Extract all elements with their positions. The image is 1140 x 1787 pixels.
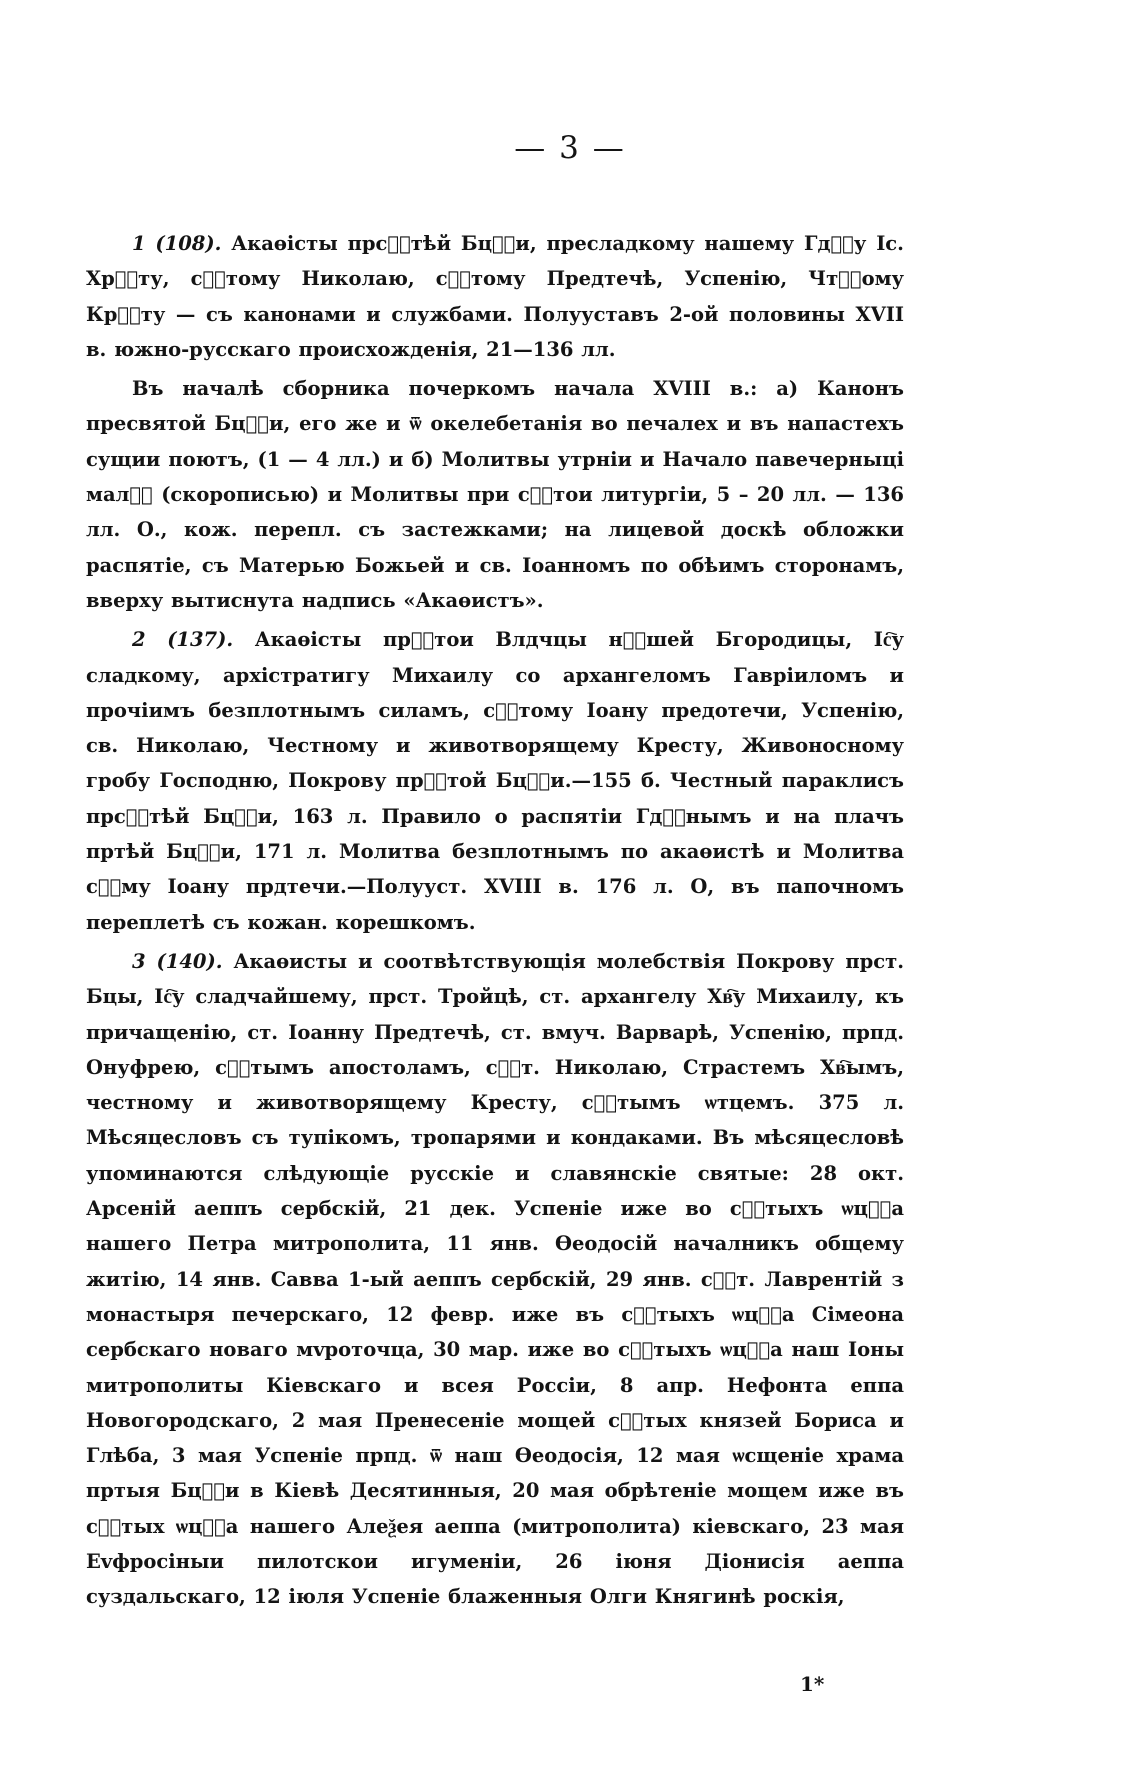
- entry-text: Акаөисты и соотвѣтствующія молебствія Покрову прст. Бцы, Іс҇у сладчайшему, прст. Тройцѣ, ст. архангелу Хв҇у Михаилу, къ причащенію, ст. Іоанну Предтечѣ, ст. вмуч. Варварѣ, Успенію, прпд. Онуфрею, сⷮ҇тымъ апостоламъ, сⷮ҇т. Николаю, Страстемъ Хв҇ымъ, честному и животворящему Кресту, сⷮ҇тымъ ѡтцемъ. 375 л. Мѣсяцесловъ съ тупікомъ, тропарями и кондаками. Въ мѣсяцесловѣ упоминаются слѣдующіе русскіе и славянскіе святые: 28 окт. Арсеній аеппъ сербскій, 21 дек. Успеніе иже во сⷮ҇тыхъ ѡцⷶ҇а нашего Петра митрополита, 11 янв. Өеодосій началникъ общему житію, 14 янв. Савва 1-ый аеппъ сербскій, 29 янв. сⷮ҇т. Лаврентій з монастыря печерскаго, 12 февр. иже въ сⷮ҇тыхъ ѡцⷶ҇а Сімеона сербскаго новаго мvроточца, 30 мар. иже во сⷮ҇тыхъ ѡцⷶ҇а наш Іоны митрополиты Кіевскаго и всея Россіи, 8 апр. Нефонта еппа Новогородскаго, 2 мая Пренесеніе мощей сⷮ҇тых князей Бориса и Глѣба, 3 мая Успеніе прпд. ѿ наш Өеодосія, 12 мая ѡсщеніе храма пртыя Бцⷶ҇и в Кіевѣ Десятинныя, 20 мая обрѣтеніе мощем иже въ сⷮ҇тых ѡцⷶ҇а нашего Алеѯея аеппа (митрополита) кіевскаго, 23 мая Еvфросіныи пилотскои игуменіи, 26 іюня Діонисія аеппа суздальскаго, 12 іюля Успеніе блаженныя Олги Княгинѣ роскія,: [86, 949, 904, 1609]
- entry-text: Акаөісты прсⷮ҇тѣй Бцⷶ҇и, пресладкому нашему Гдⷭ҇у Іс. Хрⷭ҇ту, сⷮ҇тому Николаю, сⷮ҇тому Предтечѣ, Успенію, Чтⷩ҇ому Крⷭ҇ту — съ канонами и службами. Полууставъ 2-ой половины XVII в. южно-русскаго происхожденія, 21—136 лл.: [86, 232, 904, 361]
- entry-text: Акаөісты прⷭ҇тои Влдчцы нⷲ҇шей Бгородицы, Іс҇у сладкому, архістратигу Михаилу со архангеломъ Гавріиломъ и прочіимъ безплотнымъ силамъ, сⷮ҇тому Іоану предотечи, Успенію, св. Николаю, Честному и животворящему Кресту, Живоносному гробу Господню, Покрову прⷭ҇той Бцⷶ҇и.—155 б. Честный параклисъ прсⷮ҇тѣй Бцⷶ҇и, 163 л. Правило о распятіи Гдⷭ҇нымъ и на плачъ пртѣй Бцⷶ҇и, 171 л. Молитва безплотнымъ по акаөистѣ и Молитва сⷮ҇му Іоану прдтечи.—Полууст. XVIII в. 176 л. О, въ папочномъ переплетѣ съ кожан. корешкомъ.: [86, 628, 904, 934]
- entry-paragraph: [86, 371, 904, 618]
- entry-reference: 2 (137).: [132, 628, 234, 652]
- entry-reference: 1 (108).: [132, 232, 222, 255]
- signature-mark: 1*: [800, 1672, 825, 1696]
- entry-text: Въ началѣ сборника почеркомъ начала XVIII в.: а) Канонъ пресвятой Бцⷶ҇и, его же и ѿ окелебетанія во печалех и въ напастехъ сущии поютъ, (1 — 4 лл.) и б) Молитвы утрніи и Начало павечерныці малⷪ҇ (скорописью) и Молитвы при сⷮ҇тои литургіи, 5 – 20 лл. — 136 лл. О., кож. перепл. съ застежками; на лицевой доскѣ обложки распятіе, съ Матерью Божьей и св. Іоанномъ по обѣимъ сторонамъ, вверху вытиснута надпись «Акаөистъ».: [86, 377, 904, 612]
- entry-paragraph: [86, 226, 904, 367]
- body-text: [86, 226, 904, 1615]
- entry-reference: 3 (140).: [132, 949, 223, 973]
- entry-paragraph: [86, 622, 904, 940]
- page-number: — 3 —: [514, 130, 626, 166]
- entry-paragraph: [86, 944, 904, 1615]
